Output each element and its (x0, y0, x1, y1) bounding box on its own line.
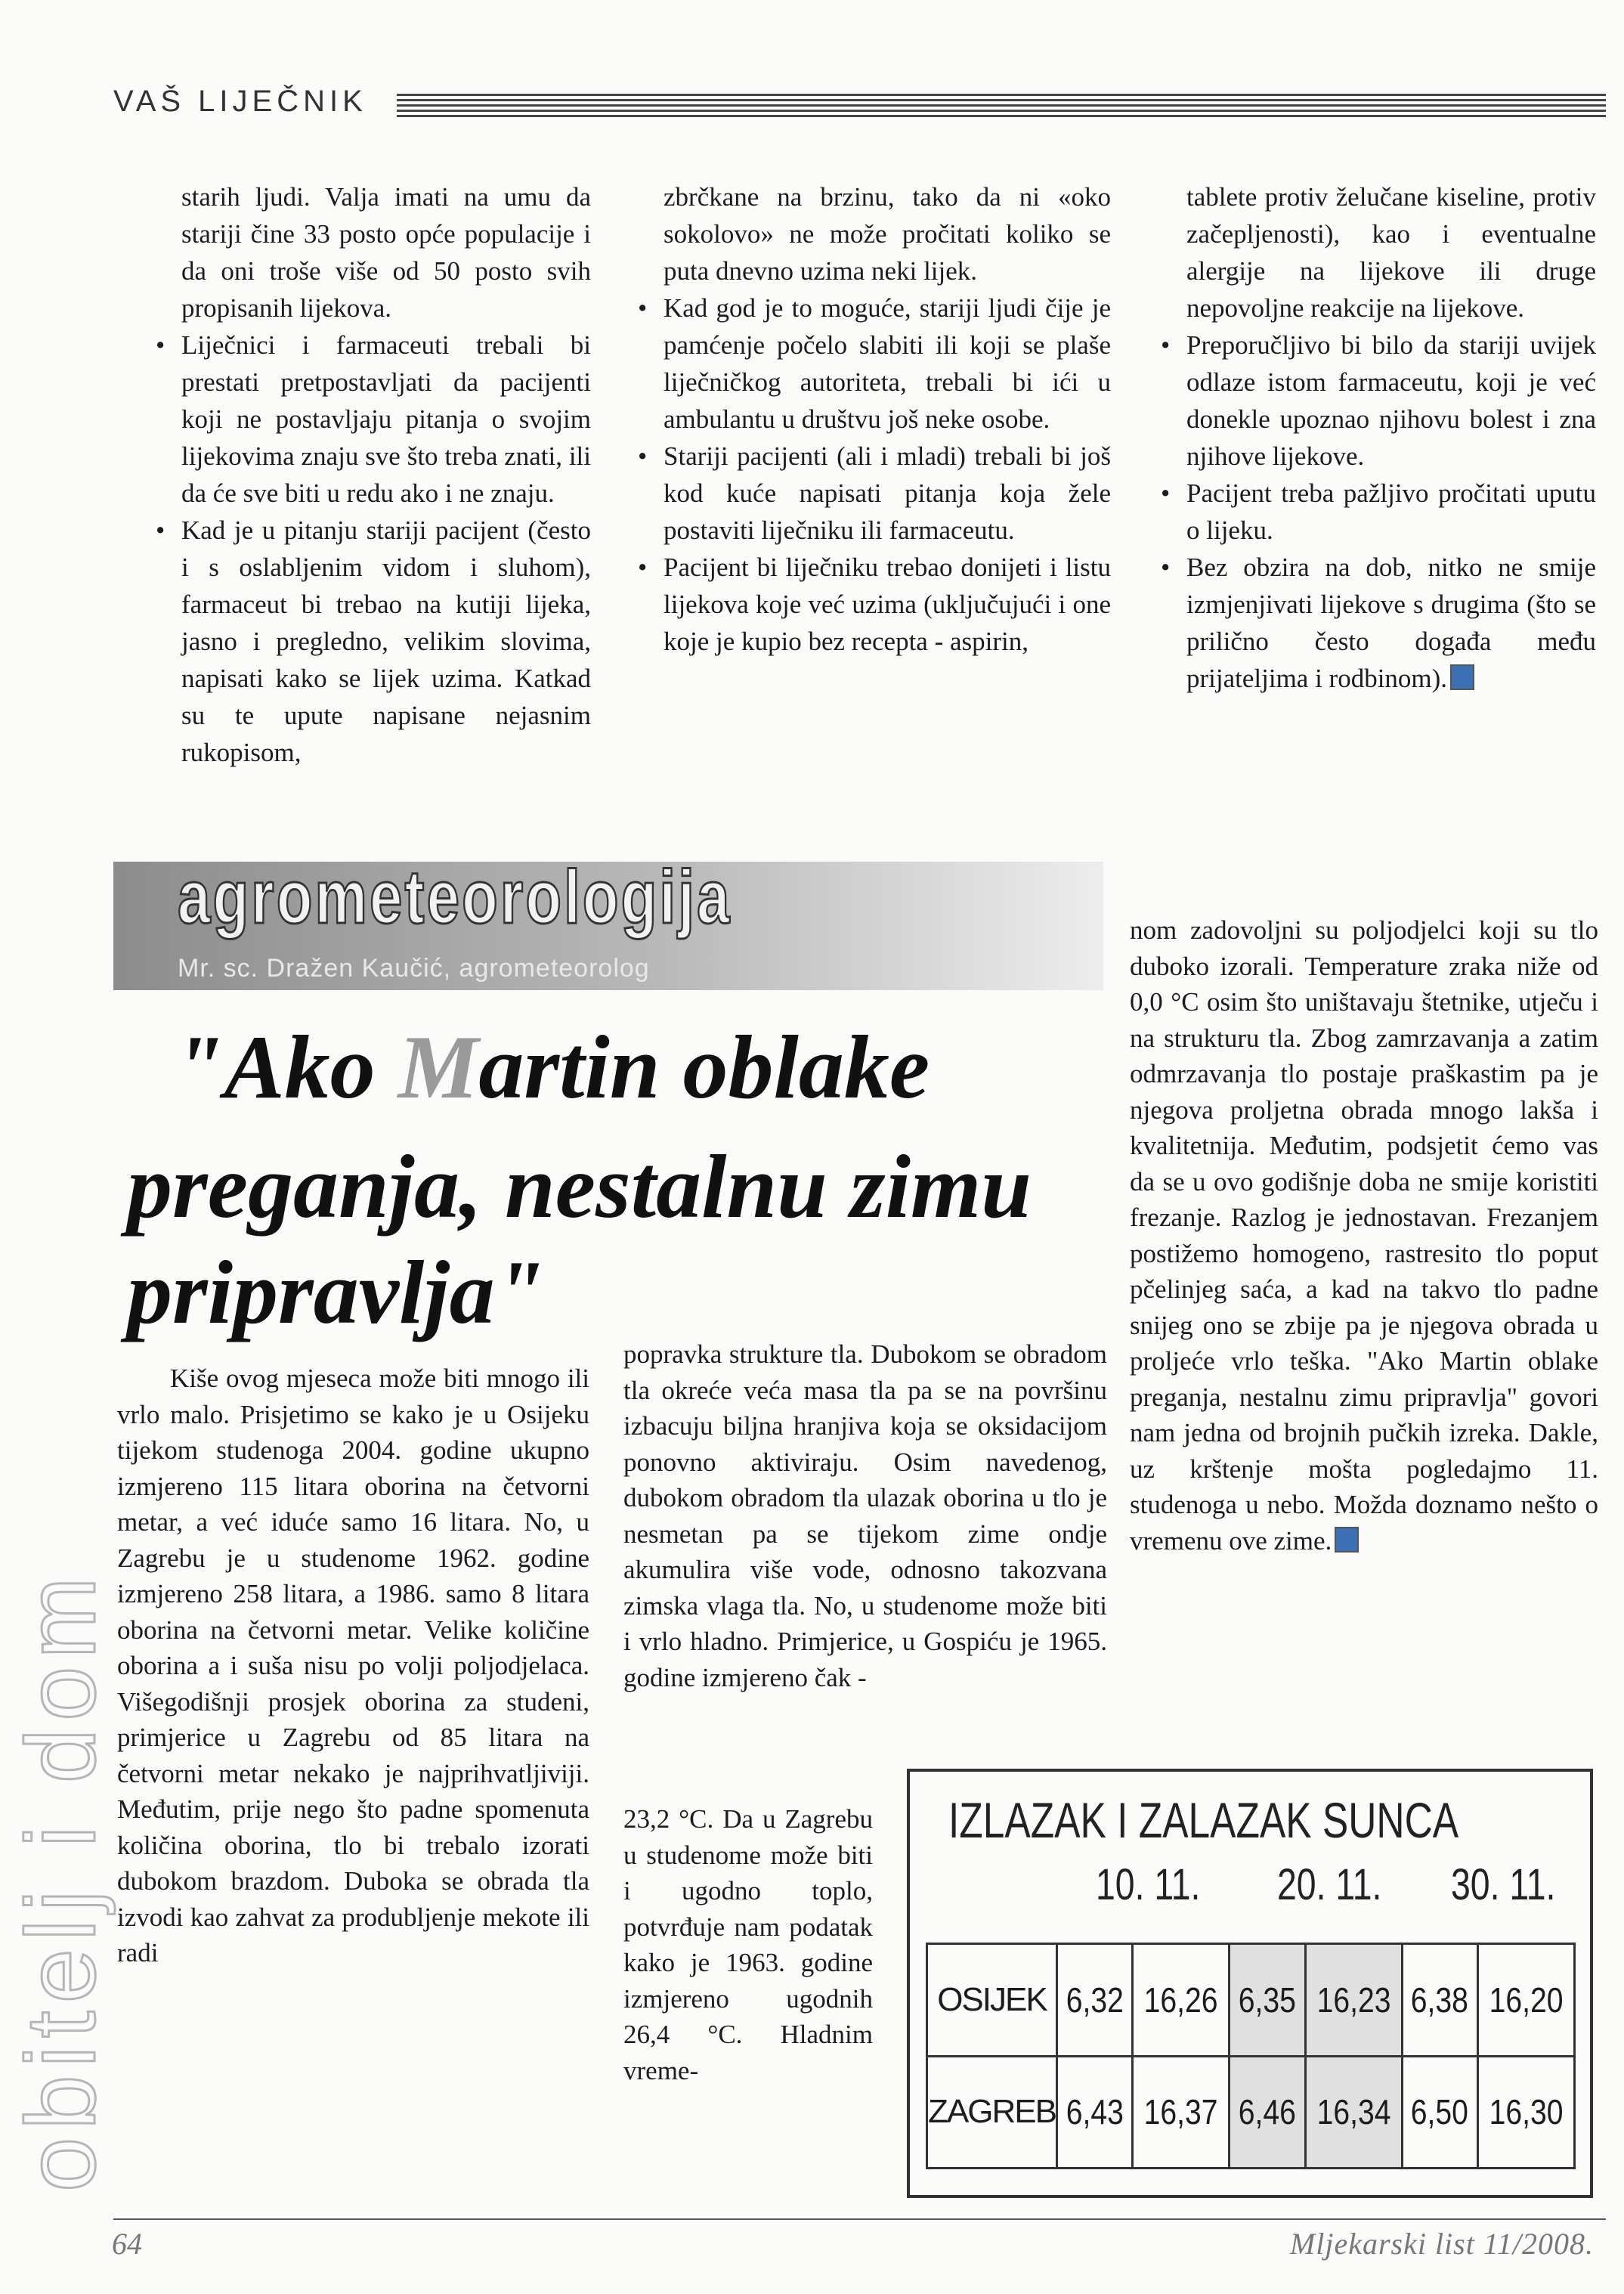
article-column-1 (117, 1361, 589, 1971)
table-cell-value: 16,23 (1316, 1980, 1391, 2020)
table-cell (1402, 1944, 1477, 2057)
article-column-2-continued (623, 1801, 873, 2088)
table-cell-value: 6,38 (1411, 1980, 1469, 2020)
bullet-list (1156, 327, 1596, 697)
article-column-2 (623, 1336, 1107, 1695)
table-cell-value: 16,26 (1143, 1980, 1218, 2020)
sun-table-title: IZLAZAK I ZALAZAK SUNCA (948, 1792, 1459, 1848)
list-item (1156, 549, 1596, 697)
end-of-article-icon (1450, 664, 1474, 690)
header-rule (397, 94, 1606, 118)
table-cell (1305, 1944, 1402, 2057)
footer-rule (113, 2218, 1606, 2220)
list-item: • Kad god je to moguće, stariji ljudi čije je pamćenje počelo slabiti ili koji se plaše liječničkog autoriteta, trebali bi ići u ambulantu u društvu još neke osobe. (633, 289, 1111, 438)
paragraph (1130, 912, 1598, 1559)
headline-line-2: preganja, nestalnu zimu (127, 1136, 1032, 1237)
paragraph: starih ljudi. Valja imati na umu da stariji čine 33 posto opće populacije i da oni troše više od 50 posto svih propisanih lijekova. (181, 182, 591, 323)
table-cell (1230, 2056, 1305, 2169)
table-cell-value: 6,50 (1411, 2092, 1469, 2132)
list-item: • Pacijent bi liječniku trebao donijeti i listu lijekova koje već uzima (uključujući i one koje je kupio bez recepta - aspirin, (633, 549, 1111, 660)
upper-column-2 (633, 178, 1111, 660)
table-cell (1056, 1944, 1132, 2057)
table-cell-value: 6,46 (1238, 2092, 1296, 2132)
paragraph: popravka strukture tla. Dubokom se obradom tla okreće veća masa tla pa se na površinu izbacuju biljna hranjiva koja se oksidacijom ponovno aktiviraju. Osim navedenog, dubokom obradom tla ulazak oborina u tlo je nesmetan pa se tijekom zime ondje akumulira više vode, odnosno takozvana zimska vlaga tla. No, u studenome može biti i vrlo hladno. Primjerice, u Gospiću je 1965. godine izmjereno čak - (623, 1339, 1107, 1692)
table-cell (1133, 2056, 1230, 2169)
table-row (927, 1944, 1575, 2057)
table-cell (1133, 1944, 1230, 2057)
list-item-text: Bez obzira na dob, nitko ne smije izmjenjivati lijekove s drugima (što se prilično često događa među prijateljima i rodbinom). (1186, 553, 1596, 693)
headline-line-1 (174, 1017, 930, 1117)
upper-column-3 (1156, 178, 1596, 697)
article-column-3 (1130, 912, 1598, 1559)
list-item: • Liječnici i farmaceuti trebali bi prestati pretpostavljati da pacijenti koji ne postavljaju pitanja o svojim lijekovima znaju sve što treba znati, ili da će sve biti u redu ako i ne znaju. (151, 327, 591, 512)
side-rubric-decoration (5, 1179, 116, 2207)
headline-initial: M (397, 1017, 479, 1117)
paragraph: tablete protiv želučane kiseline, protiv začepljenosti), kao i eventualne alergije na lijekove ili druge nepovoljne reakcije na lijekove. (1186, 182, 1596, 323)
date-header: 10. 11. (1096, 1860, 1201, 1909)
bullet-list (151, 327, 591, 771)
table-cell (1056, 2056, 1132, 2169)
table-cell-value: 6,35 (1238, 1980, 1296, 2020)
table-cell (1230, 1944, 1305, 2057)
city-cell: OSIJEK (927, 1944, 1057, 2057)
table-cell-value: 6,43 (1066, 2092, 1124, 2132)
city-cell: ZAGREB (927, 2056, 1057, 2169)
table-cell-value: 16,34 (1316, 2092, 1391, 2132)
page-number: 64 (112, 2227, 142, 2261)
list-item: • Stariji pacijenti (ali i mladi) trebali bi još kod kuće napisati pitanja koja žele postaviti liječniku ili farmaceutu. (633, 438, 1111, 549)
headline-text: "Ako (174, 1017, 398, 1117)
bullet-list (633, 289, 1111, 660)
paragraph: 23,2 °C. Da u Zagrebu u studenome može biti i ugodno toplo, potvrđuje nam podatak kako je 1963. godine izmjereno ugodnih 26,4 °C. Hladnim vreme- (623, 1804, 873, 2085)
table-row (927, 2056, 1575, 2169)
list-item: • Pacijent treba pažljivo pročitati uputu o lijeku. (1156, 475, 1596, 549)
headline-line-3: pripravlja" (127, 1242, 546, 1342)
side-rubric-text: obitelj i dom (5, 1569, 116, 2192)
table-cell (1477, 2056, 1574, 2169)
table-cell (1402, 2056, 1477, 2169)
list-item: • Kad je u pitanju stariji pacijent (često i s oslabljenim vidom i sluhom), farmaceut bi trebao na kutiji lijeka, jasno i pregledno, velikim slovima, napisati kako se lijek uzima. Katkad su te upute napisane nejasnim rukopisom, (151, 512, 591, 771)
sun-times-table (926, 1943, 1576, 2169)
date-header: 20. 11. (1277, 1860, 1382, 1909)
end-of-article-icon (1335, 1527, 1359, 1553)
table-cell (1477, 1944, 1574, 2057)
headline-text: artin oblake (478, 1017, 930, 1117)
banner-author: Mr. sc. Dražen Kaučić, agrometeorolog (178, 954, 650, 983)
list-item: • Preporučljivo bi bilo da stariji uvijek odlaze istom farmaceutu, koji je već donekle upoznao njihovu bolest i zna njihove lijekove. (1156, 327, 1596, 475)
table-cell-value: 6,32 (1066, 1980, 1124, 2020)
table-cell-value: 16,37 (1143, 2092, 1218, 2132)
section-title: VAŠ LIJEČNIK (113, 85, 367, 118)
paragraph: zbrčkane na brzinu, tako da ni «oko sokolovo» ne može pročitati koliko se puta dnevno uzima neki lijek. (664, 182, 1111, 286)
publication-name: Mljekarski list 11/2008. (1289, 2227, 1594, 2261)
table-cell-value: 16,20 (1489, 1980, 1564, 2020)
paragraph-text: nom zadovoljni su poljodjelci koji su tlo duboko izorali. Temperature zraka niže od 0,0 °C osim što uništavaju štetnike, utječu i na strukturu tla. Zbog zamrzavanja a zatim odmrzavanja tlo postaje praškastim pa je njegova proljetna obrada mnogo lakša i kvalitetnija. Međutim, podsjetit ćemo vas da se u ovo godišnje doba ne smije koristiti frezanje. Razlog je jednostavan. Frezanjem postižemo homogeno, rastresito tlo poput pčelinjeg saća, a kad na takvo tlo padne snijeg ono se zbije pa je njegova obrada u proljeće vrlo teška. "Ako Martin oblake preganja, nestalnu zimu pripravlja" govori nam jedna od brojnih pučkih izreka. Dakle, uz krštenje mošta pogledajmo 11. studenoga u nebo. Možda doznamo nešto o vremenu ove zime. (1130, 915, 1598, 1556)
table-cell (1305, 2056, 1402, 2169)
table-cell-value: 16,30 (1489, 2092, 1564, 2132)
upper-column-1 (151, 178, 591, 771)
paragraph: Kiše ovog mjeseca može biti mnogo ili vrlo malo. Prisjetimo se kako je u Osijeku tijekom studenoga 2004. godine ukupno izmjereno 115 litara oborina na četvorni metar, a već iduće samo 16 litara. No, u Zagrebu je u studenome 1962. godine izmjereno 258 litara, a 1986. samo 8 litara oborina na četvorni metar. Velike količine oborina a i suša nisu po volji poljodjelaca. Višegodišnji prosjek oborina za studeni, primjerice u Zagrebu od 85 litara na četvorni metar nekako je najprihvatljiviji. Međutim, prije nego što padne spomenuta količina oborina, tlo bi trebalo izorati dubokom brazdom. Duboka se obrada tla izvodi kao zahvat za produbljenje mekote ili radi (117, 1364, 589, 1967)
banner-title: agrometeorologija (178, 855, 732, 940)
date-header: 30. 11. (1451, 1860, 1556, 1909)
